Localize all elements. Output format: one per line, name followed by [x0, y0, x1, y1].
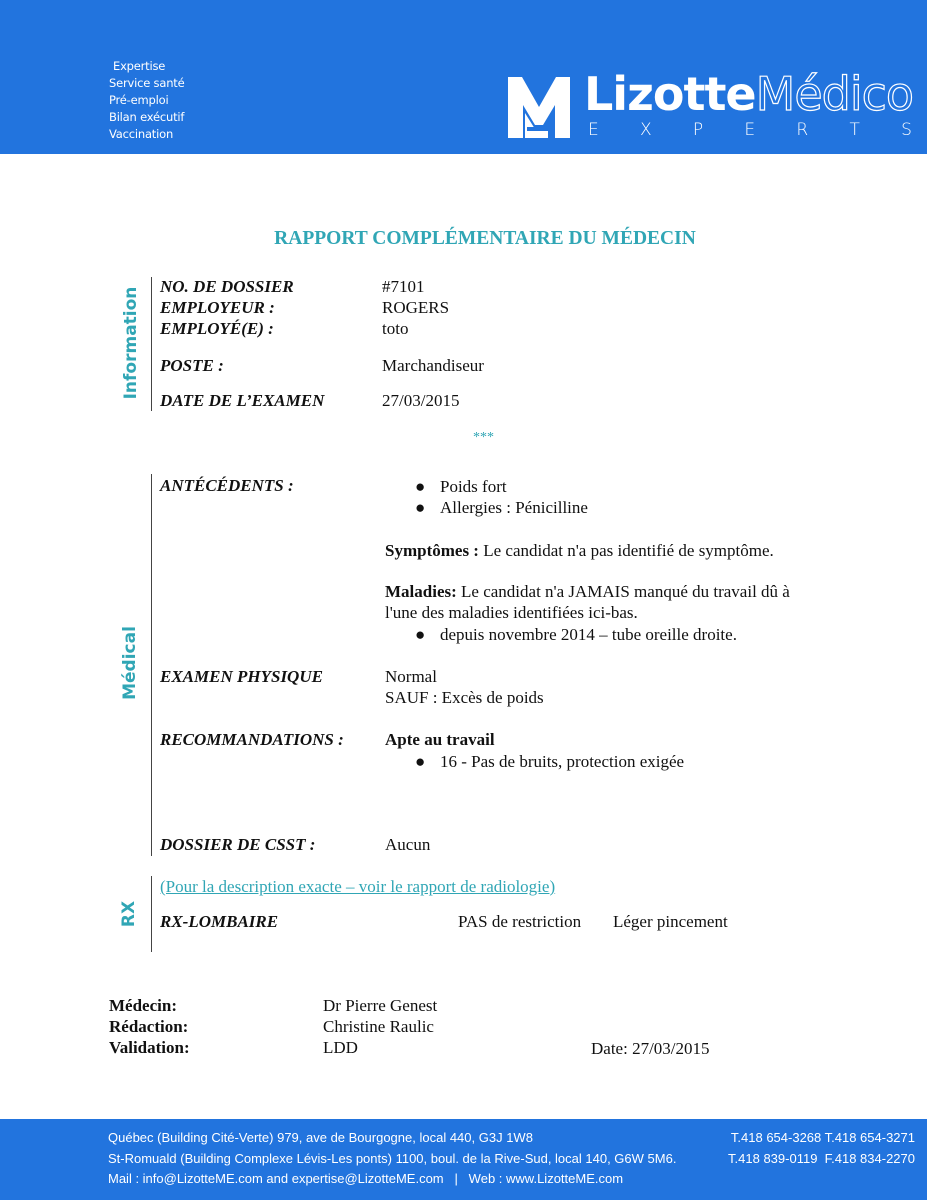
bullet-icon: ●	[415, 498, 426, 517]
logo-wordmark	[584, 67, 913, 121]
company-logo	[508, 67, 914, 140]
antecedents-item-text: Poids fort	[440, 477, 507, 496]
section-divider	[151, 474, 152, 856]
dossier-label: NO. DE DOSSIER	[160, 277, 294, 296]
footer-phones-st-romuald: T.418 839-0119 F.418 834-2270	[728, 1151, 915, 1166]
logo-sub-letter: S	[901, 120, 912, 140]
date-examen-label: DATE DE L’EXAMEN	[160, 391, 325, 410]
service-item[interactable]: Service santé	[109, 76, 185, 90]
section-separator: ***	[473, 430, 494, 445]
bullet-icon: ●	[415, 625, 426, 644]
lm-logo-icon	[508, 77, 570, 138]
footer-banner	[0, 1119, 927, 1200]
service-item[interactable]: Vaccination	[109, 127, 174, 141]
header-services-list	[109, 58, 184, 143]
maladies-text: Le candidat n'a JAMAIS manqué du travail dû à	[456, 582, 790, 601]
examen-physique-label: EXAMEN PHYSIQUE	[160, 667, 323, 686]
csst-label: DOSSIER DE CSST :	[160, 835, 316, 854]
rx-lombaire-finding: Léger pincement	[613, 912, 728, 931]
logo-sub-letter: X	[640, 120, 652, 140]
logo-sub-letter: E	[588, 120, 599, 140]
rx-lombaire-restriction: PAS de restriction	[458, 912, 582, 931]
medecin-value: Dr Pierre Genest	[323, 996, 438, 1015]
section-divider	[151, 277, 152, 411]
footer-address-st-romuald: St-Romuald (Building Complexe Lévis-Les ponts) 1100, boul. de la Rive-Sud, local 140, G6W 5M6.	[108, 1151, 677, 1166]
examen-physique-exception: SAUF : Excès de poids	[385, 688, 544, 707]
validation-value: LDD	[323, 1038, 358, 1057]
maladies-item-text: depuis novembre 2014 – tube oreille droite.	[440, 625, 737, 644]
maladies-line	[385, 582, 790, 602]
redaction-label: Rédaction:	[109, 1017, 189, 1036]
report-title: RAPPORT COMPLÉMENTAIRE DU MÉDECIN	[274, 228, 696, 249]
medecin-label: Médecin:	[109, 996, 177, 1015]
csst-value: Aucun	[385, 835, 431, 854]
date-examen-value: 27/03/2015	[382, 391, 460, 410]
examen-physique-value: Normal	[385, 667, 437, 686]
maladies-item	[415, 625, 737, 645]
service-item[interactable]: Bilan exécutif	[109, 110, 185, 124]
signature-date: Date: 27/03/2015	[591, 1039, 710, 1058]
service-item[interactable]: Pré-emploi	[109, 93, 169, 107]
footer-address-quebec: Québec (Building Cité-Verte) 979, ave de Bourgogne, local 440, G3J 1W8	[108, 1130, 533, 1145]
poste-value: Marchandiseur	[382, 356, 484, 375]
section-divider	[151, 876, 152, 952]
employe-label: EMPLOYÉ(E) :	[160, 319, 274, 338]
service-item[interactable]: Expertise	[113, 59, 166, 73]
validation-label: Validation:	[109, 1038, 190, 1057]
recommandations-item-text: 16 - Pas de bruits, protection exigée	[440, 752, 685, 771]
logo-sub-letter: P	[692, 120, 704, 140]
maladies-label: Maladies:	[385, 582, 457, 601]
section-label-information: Information	[121, 286, 141, 400]
recommandations-value: Apte au travail	[385, 730, 495, 749]
recommandations-label: RECOMMANDATIONS :	[160, 730, 344, 749]
logo-sub-letter: E	[744, 120, 756, 140]
logo-sub-letter: R	[796, 120, 809, 140]
employeur-value: ROGERS	[382, 298, 450, 317]
logo-word-bold: Lizotte	[584, 67, 756, 121]
logo-subtitle	[588, 121, 912, 139]
logo-word-light: Médico	[755, 67, 914, 121]
symptomes-text: Le candidat n'a pas identifié de symptôme.	[478, 541, 774, 560]
employe-value: toto	[382, 319, 409, 338]
section-label-medical: Médical	[120, 626, 140, 700]
header-banner	[0, 0, 927, 154]
maladies-line-2: l'une des maladies identifiées ici-bas.	[385, 603, 638, 622]
dossier-value: #7101	[382, 277, 425, 296]
bullet-icon: ●	[415, 477, 426, 496]
redaction-value: Christine Raulic	[323, 1017, 434, 1036]
antecedents-label: ANTÉCÉDENTS :	[160, 476, 294, 495]
antecedents-item	[415, 477, 507, 497]
bullet-icon: ●	[415, 752, 426, 771]
symptomes-line	[385, 541, 774, 561]
antecedents-item	[415, 498, 588, 518]
footer-contact[interactable]: Mail : info@LizotteME.com and expertise@LizotteME.com | Web : www.LizotteME.com	[108, 1171, 624, 1186]
radiology-report-link[interactable]: (Pour la description exacte – voir le rapport de radiologie)	[160, 877, 556, 896]
recommandations-item	[415, 752, 685, 772]
employeur-label: EMPLOYEUR :	[160, 298, 275, 317]
antecedents-item-text: Allergies : Pénicilline	[440, 498, 588, 517]
symptomes-label: Symptômes :	[385, 541, 479, 560]
logo-sub-letter: T	[849, 120, 860, 140]
poste-label: POSTE :	[160, 356, 224, 375]
section-label-rx: RX	[119, 900, 139, 928]
footer-phones-quebec: T.418 654-3268 T.418 654-3271	[730, 1130, 915, 1145]
rx-lombaire-label: RX-LOMBAIRE	[160, 912, 279, 931]
